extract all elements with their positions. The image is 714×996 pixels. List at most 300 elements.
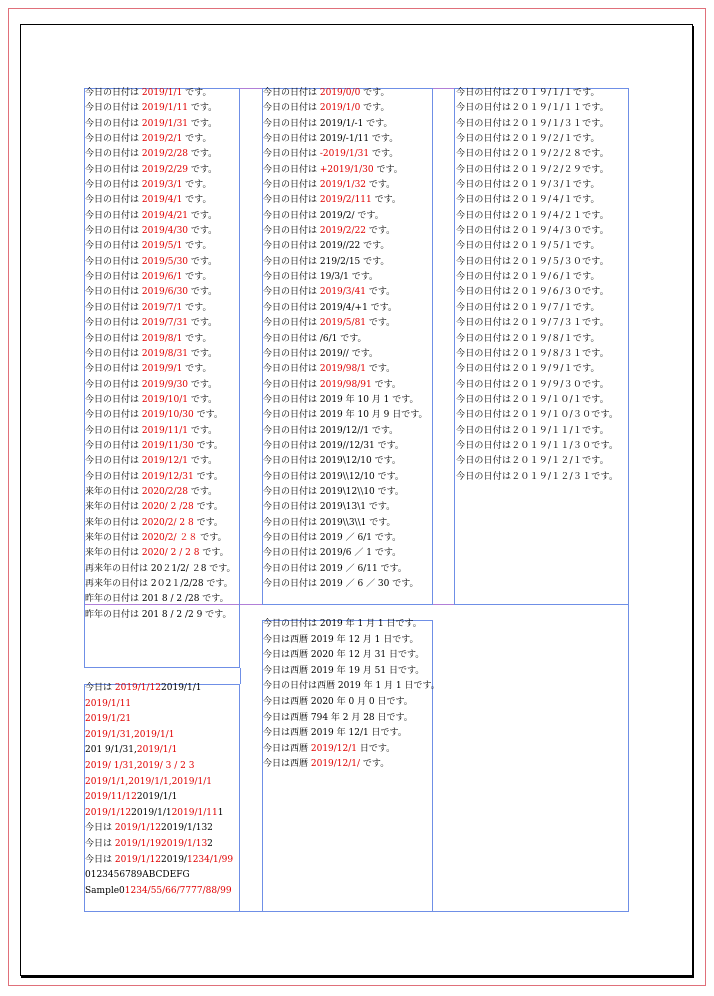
text-run: 今日の日付は２０１９/９/３０です。 xyxy=(456,379,609,390)
date-match: 2019/1/11 xyxy=(85,698,132,709)
text-line xyxy=(85,806,233,822)
text-line xyxy=(263,224,428,239)
text-run: 今日の日付は 2019 ／ 6 ／ 30 です。 xyxy=(263,579,419,589)
text-run: 今日の日付は xyxy=(85,118,142,129)
text-run: 今日の日付は xyxy=(85,440,142,451)
text-line xyxy=(263,711,440,727)
text-run: です。 xyxy=(182,364,212,375)
text-run: 今日の日付は xyxy=(85,272,142,283)
text-line xyxy=(263,347,428,362)
text-line xyxy=(85,712,233,728)
text-run: 今日の日付は xyxy=(85,333,142,344)
date-match: 2019/7/1 xyxy=(141,302,183,313)
text-line xyxy=(263,726,440,742)
text-run: 日です。 xyxy=(357,743,396,754)
text-line xyxy=(85,147,236,162)
text-run: です。 xyxy=(373,164,403,175)
text-run: です。 xyxy=(197,532,227,543)
date-match: 2019/11/1 xyxy=(141,425,189,436)
text-line xyxy=(263,301,428,316)
text-run: 今日の日付は xyxy=(85,256,142,267)
text-line xyxy=(456,132,618,147)
text-line xyxy=(263,193,428,208)
text-run: 今日の日付は２０１９/４/３０です。 xyxy=(456,226,609,237)
date-match: 2019/4/30 xyxy=(141,226,189,237)
text-run: 今日の日付は 2019 年 10 月 9 日です。 xyxy=(263,410,428,421)
text-run: 今日の日付は 2019// です。 xyxy=(263,348,378,359)
text-run: 0123456789ABCDEFG xyxy=(85,870,190,881)
text-run: です。 xyxy=(182,134,212,145)
text-line xyxy=(456,193,618,208)
frame-right-edge xyxy=(628,605,629,912)
text-line xyxy=(456,316,618,331)
date-match: 2019/1/12 xyxy=(114,854,162,865)
text-run: です。 xyxy=(182,333,212,344)
text-line xyxy=(85,884,233,900)
text-run: です。 xyxy=(182,241,212,252)
text-line xyxy=(456,163,618,178)
text-run: 今日は西暦 2020 年 12 月 31 日です。 xyxy=(263,650,425,661)
text-run: 今日の日付は 2019\\12/10 です。 xyxy=(263,471,404,482)
text-run: 来年の日付は xyxy=(85,532,142,543)
date-match: 2019/8/31 xyxy=(141,348,189,359)
text-line xyxy=(263,648,440,664)
text-line xyxy=(85,224,236,239)
date-match: 2019/1/12 xyxy=(85,807,132,818)
text-line xyxy=(85,546,236,561)
date-match: 2019/3/41 xyxy=(319,287,367,298)
text-run: です。 xyxy=(360,88,390,98)
text-line xyxy=(85,163,236,178)
text-run: 今日は xyxy=(85,838,115,849)
text-run: 今日の日付は 2019 ／ 6/11 です。 xyxy=(263,563,407,574)
text-line xyxy=(85,608,236,623)
text-run: 2019/1/1 xyxy=(161,683,202,693)
text-run: です。 xyxy=(188,256,218,267)
text-line xyxy=(85,285,236,300)
date-match: 2019/1/1 xyxy=(136,745,178,756)
text-line xyxy=(85,531,236,546)
date-match: 2020/ 2 /28 xyxy=(141,502,194,513)
text-line xyxy=(263,577,428,592)
text-run: Sample0 xyxy=(85,885,125,896)
text-line xyxy=(263,664,440,680)
text-line xyxy=(85,209,236,224)
text-line xyxy=(263,485,428,500)
text-run: です。 xyxy=(193,517,223,528)
text-run: 今日は西暦 2019 年 19 月 51 日です。 xyxy=(263,665,425,676)
date-match: 2019/2/1 xyxy=(141,134,183,145)
text-run: 今日の日付は xyxy=(85,364,142,375)
date-match: 2019/12/1 xyxy=(310,743,358,754)
frame-bottom-edge xyxy=(84,911,629,912)
date-match: 2019/6/30 xyxy=(141,287,189,298)
date-match: 2019/1/11 xyxy=(171,807,218,818)
text-run: です。 xyxy=(188,149,218,160)
text-line xyxy=(263,132,428,147)
text-run: 今日の日付は xyxy=(85,302,142,313)
text-run: 今日は西暦 xyxy=(263,743,311,754)
text-run: 2 xyxy=(207,838,213,849)
text-run: です。 xyxy=(369,149,399,160)
text-run: 今日は xyxy=(85,683,115,693)
date-match: 2019/1/32 xyxy=(319,180,367,191)
date-match: 2020/2/ 2 8 xyxy=(141,517,194,528)
text-line xyxy=(85,500,236,515)
text-run: 昨年の日付は 201 8 / 2 /28 です。 xyxy=(85,594,229,605)
text-line xyxy=(456,101,618,116)
text-line xyxy=(85,790,233,806)
text-run: 今日の日付は xyxy=(85,241,142,252)
text-line xyxy=(85,270,236,285)
text-line xyxy=(85,347,236,362)
text-line xyxy=(85,332,236,347)
text-line xyxy=(456,408,618,423)
date-match: 2019/12/31 xyxy=(141,471,194,482)
text-line xyxy=(263,742,440,758)
text-line xyxy=(85,316,236,331)
text-line xyxy=(85,821,233,837)
text-run: です。 xyxy=(366,287,396,298)
text-run: 今日の日付は xyxy=(85,210,142,221)
text-run: 今日の日付は２０１９/１１/１です。 xyxy=(456,425,609,436)
text-line xyxy=(263,101,428,116)
text-run: です。 xyxy=(188,379,218,390)
text-line xyxy=(456,224,618,239)
text-run: 今日の日付は xyxy=(85,456,142,467)
text-line xyxy=(263,408,428,423)
text-line xyxy=(85,775,233,791)
text-run: 今日の日付は xyxy=(263,195,320,206)
date-match: 2019/7/31 xyxy=(141,318,189,329)
text-run: 再来年の日付は 20２1/2/ ２8 です。 xyxy=(85,563,236,574)
text-run: です。 xyxy=(188,348,218,359)
text-run: 今日の日付は xyxy=(85,394,142,405)
date-match: +2019/1/30 xyxy=(319,164,374,175)
text-line xyxy=(85,697,233,713)
text-line xyxy=(85,378,236,393)
text-run: 今日の日付は２０１９/２/１です。 xyxy=(456,134,600,145)
text-run: 今日の日付は 2019\12/10 です。 xyxy=(263,456,401,467)
text-run: 今日の日付は２０１９/１０/３０です。 xyxy=(456,410,619,421)
text-run: です。 xyxy=(199,548,229,559)
text-run: です。 xyxy=(366,226,396,237)
text-run: 今日の日付は２０１９/６/３０です。 xyxy=(456,287,609,298)
text-run: 今日の日付は xyxy=(85,164,142,175)
date-match: 2019/1/1,2019/1/1,2019/1/1 xyxy=(85,776,212,787)
date-match: 2019/10/1 xyxy=(141,394,189,405)
text-run: です。 xyxy=(366,180,396,191)
text-line xyxy=(85,178,236,193)
text-run: 今日の日付は xyxy=(85,471,142,482)
text-run: 今日の日付は２０１９/５/１です。 xyxy=(456,241,600,252)
text-line xyxy=(85,470,236,485)
date-match: 2020/ 2 / 2 8 xyxy=(141,548,200,559)
text-run: です。 xyxy=(182,180,212,191)
text-column-middle-bottom xyxy=(263,617,440,773)
text-line xyxy=(85,439,236,454)
text-run: 今日の日付は２０１９/６/１です。 xyxy=(456,272,600,283)
text-run: 今日の日付は 2019//22 です。 xyxy=(263,241,390,252)
text-run: です。 xyxy=(366,318,396,329)
text-line xyxy=(85,592,236,607)
text-line xyxy=(263,239,428,254)
date-match: 2019/4/1 xyxy=(141,195,183,206)
date-match: 1234/1/99 xyxy=(186,854,234,865)
text-line xyxy=(456,178,618,193)
date-match: 2019/2/111 xyxy=(319,195,372,206)
text-run: 今日の日付は xyxy=(263,149,320,160)
text-run: 今日の日付は xyxy=(85,134,142,145)
text-line xyxy=(263,424,428,439)
date-match: 2019/1/21 xyxy=(85,714,132,725)
date-match: 1234/55/66/7777/88/99 xyxy=(124,885,232,896)
date-match: 2019/9/30 xyxy=(141,379,189,390)
text-run: 今日の日付は 2019\\3\\1 です。 xyxy=(263,517,396,528)
text-line xyxy=(85,837,233,853)
text-run: 今日は西暦 2019 年 12 月 1 日です。 xyxy=(263,634,419,645)
text-line xyxy=(456,347,618,362)
text-line xyxy=(85,132,236,147)
text-line xyxy=(456,424,618,439)
text-run: 今日の日付は２０１９/３/１です。 xyxy=(456,180,600,191)
text-run: 今日の日付は２０１９/４/１です。 xyxy=(456,195,600,206)
text-run: 今日の日付は２０１９/７/１です。 xyxy=(456,302,600,313)
text-run: 今日は西暦 2019 年 12/1 日です。 xyxy=(263,728,407,739)
text-line xyxy=(263,679,440,695)
text-line xyxy=(85,454,236,469)
text-run: 今日の日付は２０１９/１１/３０です。 xyxy=(456,440,619,451)
text-line xyxy=(263,500,428,515)
text-run: です。 xyxy=(371,195,401,206)
text-line xyxy=(85,117,236,132)
text-line xyxy=(456,239,618,254)
date-match: 2019/11/12 xyxy=(85,792,137,803)
date-match: 2020/2/28 xyxy=(141,486,189,497)
text-run: 今日の日付は xyxy=(85,287,142,298)
text-run: 再来年の日付は 2０2１/2/28 です。 xyxy=(85,579,233,589)
text-line xyxy=(456,378,618,393)
text-run: です。 xyxy=(193,471,223,482)
text-line xyxy=(263,270,428,285)
text-run: です。 xyxy=(182,195,212,206)
text-run: 今日の日付は 219/2/15 です。 xyxy=(263,256,390,267)
text-line xyxy=(456,86,618,101)
date-match: 2019/5/1 xyxy=(141,241,183,252)
text-run: 今日の日付は /6/1 です。 xyxy=(263,333,367,344)
text-line xyxy=(85,743,233,759)
text-run: 来年の日付は xyxy=(85,548,142,559)
text-run: 来年の日付は xyxy=(85,502,142,513)
text-run: です。 xyxy=(188,425,218,436)
text-run: 今日の日付は 2019/12//1 です。 xyxy=(263,425,399,436)
text-run: 今日の日付は xyxy=(85,348,142,359)
text-run: 今日の日付は 2019 年 10 月 1 です。 xyxy=(263,394,419,405)
text-run: 2019/1/1 xyxy=(131,807,172,818)
text-line xyxy=(85,868,233,884)
text-run: 1 xyxy=(217,807,224,818)
text-line xyxy=(456,301,618,316)
text-run: 今日の日付は２０１９/１/１１です。 xyxy=(456,103,609,114)
text-line xyxy=(85,239,236,254)
text-run: です。 xyxy=(182,88,212,98)
text-line xyxy=(456,255,618,270)
text-run: 今日の日付は xyxy=(85,195,142,206)
date-match: 2019/2/22 xyxy=(319,226,367,237)
text-line xyxy=(85,853,233,869)
date-match: 2019/3/1 xyxy=(141,180,183,191)
text-line xyxy=(263,695,440,711)
text-run: 今日の日付は 2019/6 ／ 1 です。 xyxy=(263,548,402,559)
text-run: 今日の日付は xyxy=(263,379,320,390)
text-run: 今日の日付は xyxy=(263,226,320,237)
text-line xyxy=(456,117,618,132)
text-run: です。 xyxy=(371,379,401,390)
text-line xyxy=(85,577,236,592)
date-match: 2019/11/30 xyxy=(141,440,194,451)
text-run: 今日の日付は 2019/2/ です。 xyxy=(263,210,384,221)
date-match: 2019/1/11 xyxy=(141,103,189,114)
text-line xyxy=(85,193,236,208)
date-match: -2019/1/31 xyxy=(319,149,370,160)
text-line xyxy=(456,439,618,454)
text-line xyxy=(263,285,428,300)
text-line xyxy=(85,362,236,377)
text-run: です。 xyxy=(188,118,218,129)
date-match: 2019/2/29 xyxy=(141,164,189,175)
text-run: 今日の日付は 2019\12\\10 です。 xyxy=(263,486,404,497)
text-run: 今日の日付は xyxy=(85,149,142,160)
text-line xyxy=(456,209,618,224)
text-line xyxy=(263,531,428,546)
text-run: 今日の日付は２０１９/１/３１です。 xyxy=(456,118,609,129)
text-run: 今日の日付は２０１９/７/３１です。 xyxy=(456,318,609,329)
text-line xyxy=(456,393,618,408)
text-line xyxy=(85,516,236,531)
text-line xyxy=(263,316,428,331)
text-run: 今日の日付は２０１９/８/３１です。 xyxy=(456,348,609,359)
text-run: 2019/1/132 xyxy=(161,823,213,834)
text-run: 今日は西暦 794 年 2 月 28 日です。 xyxy=(263,712,413,723)
text-run: 今日の日付は xyxy=(85,180,142,191)
text-line xyxy=(85,86,236,101)
text-run: 今日の日付は西暦 2019 年 1 月 1 日です。 xyxy=(263,681,440,692)
text-run: 今日の日付は 2019//12/31 です。 xyxy=(263,440,404,451)
text-run: 今日の日付は２０１９/１２/１です。 xyxy=(456,456,609,467)
text-line xyxy=(263,617,440,633)
date-match: 2019/1/1 xyxy=(141,88,183,98)
text-run: 今日の日付は２０１９/１２/３１です。 xyxy=(456,471,619,482)
text-run: です。 xyxy=(193,410,223,421)
text-run: 今日は xyxy=(85,854,115,865)
date-match: 2019/1/192019/1/13 xyxy=(114,838,208,849)
text-line xyxy=(85,408,236,423)
text-run: です。 xyxy=(366,364,396,375)
text-run: 今日の日付は２０１９/２/２８です。 xyxy=(456,149,609,160)
text-run: 今日の日付は２０１９/１/１です。 xyxy=(456,88,600,98)
text-line xyxy=(85,255,236,270)
date-match: 2019/1/31 xyxy=(141,118,189,129)
text-run: 今日の日付は xyxy=(85,318,142,329)
text-column-middle-top xyxy=(263,86,428,592)
date-match: 2019/6/1 xyxy=(141,272,183,283)
text-line xyxy=(456,470,618,485)
text-column-left-bottom xyxy=(85,681,233,899)
date-match: 2019/98/91 xyxy=(319,379,372,390)
text-run: です。 xyxy=(188,456,218,467)
text-run: です。 xyxy=(193,502,223,513)
text-run: 今日の日付は xyxy=(263,364,320,375)
text-run: 2019/ xyxy=(161,854,187,865)
date-match: 2019/ 1/31,2019/ 3 / 2 3 xyxy=(85,760,195,771)
text-line xyxy=(263,86,428,101)
text-line xyxy=(456,147,618,162)
text-run: です。 xyxy=(188,486,218,497)
text-column-right-top xyxy=(456,86,618,485)
text-line xyxy=(456,362,618,377)
date-match: 2019/1/0 xyxy=(319,103,361,114)
text-line xyxy=(263,332,428,347)
text-line xyxy=(263,516,428,531)
text-line xyxy=(85,485,236,500)
text-run: 今日の日付は 2019/-1/11 です。 xyxy=(263,134,399,145)
text-run: 今日の日付は２０１９/９/１です。 xyxy=(456,364,600,375)
text-run: です。 xyxy=(188,226,218,237)
text-line xyxy=(263,757,440,773)
text-run: 今日は西暦 2020 年 0 月 0 日です。 xyxy=(263,696,413,707)
text-line xyxy=(263,117,428,132)
text-run: 昨年の日付は 201 8 / 2 /2 9 です。 xyxy=(85,609,232,620)
date-match: 2019/98/1 xyxy=(319,364,367,375)
text-run: 今日の日付は xyxy=(263,88,320,98)
text-run: 今日は西暦 xyxy=(263,759,311,770)
text-line xyxy=(456,332,618,347)
text-line xyxy=(263,470,428,485)
text-run: 今日の日付は xyxy=(263,103,320,114)
text-run: 今日の日付は xyxy=(263,318,320,329)
text-line xyxy=(85,424,236,439)
text-run: です。 xyxy=(182,302,212,313)
text-line xyxy=(263,378,428,393)
date-match: 2020/2/ ２８ xyxy=(141,532,198,543)
text-run: 来年の日付は xyxy=(85,517,142,528)
date-match: 2019/4/21 xyxy=(141,210,189,221)
text-line xyxy=(263,178,428,193)
text-run: 今日の日付は xyxy=(263,164,320,175)
text-run: です。 xyxy=(188,103,218,114)
text-run: 今日の日付は xyxy=(85,226,142,237)
date-match: 2019/1/12 xyxy=(114,823,162,834)
text-run: 今日の日付は 2019 年 1 月 1 日です。 xyxy=(263,619,422,629)
text-run: 今日は xyxy=(85,823,115,834)
text-run: です。 xyxy=(193,440,223,451)
text-line xyxy=(85,681,233,697)
frame-gutter-line xyxy=(240,668,241,684)
text-run: 今日の日付は xyxy=(85,425,142,436)
date-match: 2019/8/1 xyxy=(141,333,183,344)
date-match: 2019/1/12 xyxy=(114,683,162,693)
text-line xyxy=(85,759,233,775)
date-match: 2019/10/30 xyxy=(141,410,194,421)
text-run: です。 xyxy=(188,394,218,405)
text-line xyxy=(263,255,428,270)
text-line xyxy=(263,209,428,224)
text-run: 今日の日付は xyxy=(85,379,142,390)
text-run: 今日の日付は xyxy=(263,287,320,298)
text-line xyxy=(263,393,428,408)
text-run: 今日の日付は２０１９/４/２１です。 xyxy=(456,210,609,221)
text-line xyxy=(85,393,236,408)
